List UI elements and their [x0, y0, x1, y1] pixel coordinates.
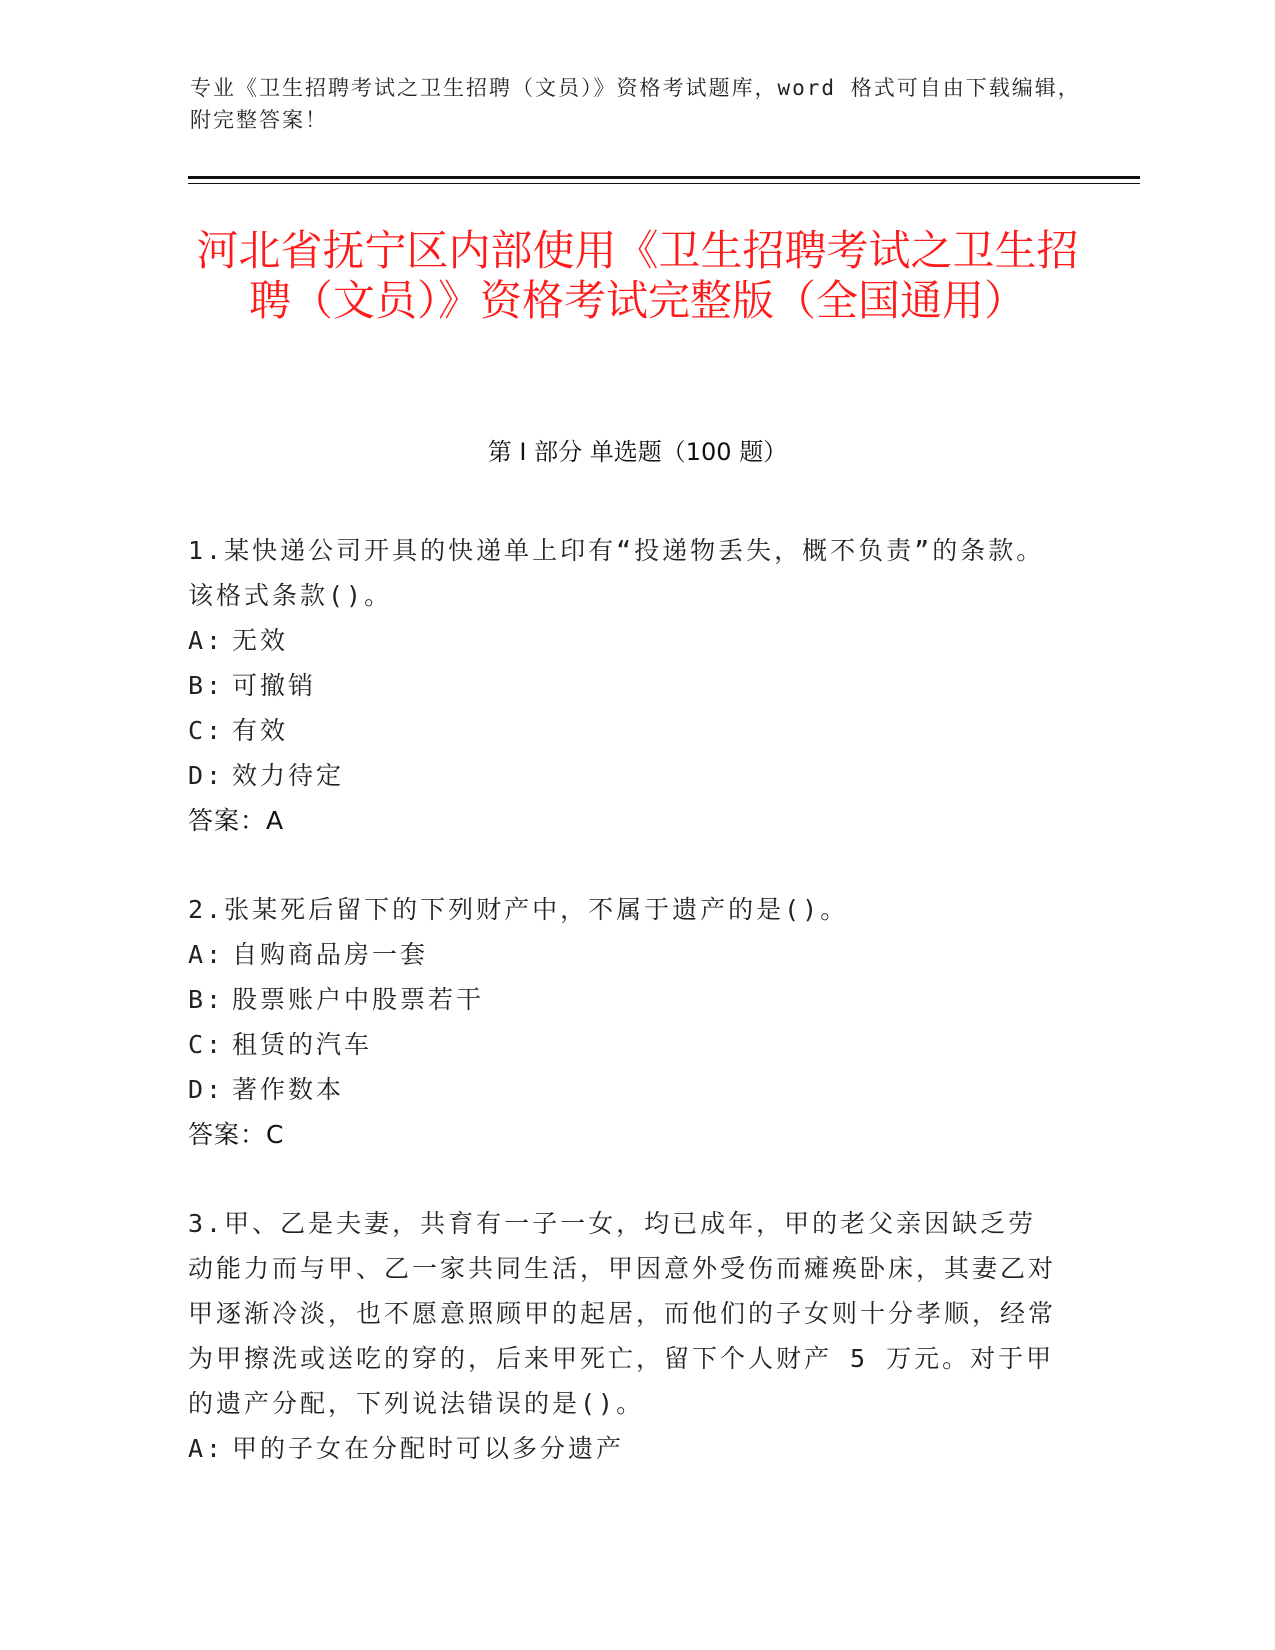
option-text: 甲的子女在分配时可以多分遗产	[232, 1434, 625, 1463]
option-text: 效力待定	[232, 761, 345, 790]
option-a	[188, 1426, 1058, 1471]
option-key: B:	[188, 985, 225, 1014]
section-title: 第 I 部分 单选题（100 题）	[487, 438, 788, 466]
question-stem: 2.张某死后留下的下列财产中，不属于遗产的是()。	[188, 895, 849, 924]
answer: 答案：C	[188, 1120, 285, 1149]
option-key: D:	[188, 761, 225, 790]
question-list	[188, 528, 1058, 1515]
option-text: 租赁的汽车	[232, 1030, 373, 1059]
answer: 答案：A	[188, 806, 285, 835]
header-divider-thick	[188, 176, 1140, 179]
option-b	[188, 977, 1058, 1022]
document-title: 河北省抚宁区内部使用《卫生招聘考试之卫生招聘（文员）》资格考试完整版（全国通用）	[196, 226, 1079, 325]
option-key: A:	[188, 1434, 225, 1463]
option-d	[188, 1067, 1058, 1112]
option-text: 著作数本	[232, 1075, 345, 1104]
option-c	[188, 708, 1058, 753]
option-key: C:	[188, 1030, 225, 1059]
question-stem: 1.某快递公司开具的快递单上印有“投递物丢失，概不负责”的条款。该格式条款()。	[188, 536, 1045, 610]
option-key: B:	[188, 671, 225, 700]
option-key: A:	[188, 940, 225, 969]
option-a	[188, 618, 1058, 663]
header-divider-thin	[188, 183, 1140, 184]
option-b	[188, 663, 1058, 708]
option-a	[188, 932, 1058, 977]
option-key: D:	[188, 1075, 225, 1104]
option-c	[188, 1022, 1058, 1067]
option-text: 可撤销	[232, 671, 317, 700]
option-key: A:	[188, 626, 225, 655]
option-text: 自购商品房一套	[232, 940, 429, 969]
option-key: C:	[188, 716, 225, 745]
option-text: 股票账户中股票若干	[232, 985, 485, 1014]
question-stem: 3.甲、乙是夫妻，共育有一子一女，均已成年，甲的老父亲因缺乏劳动能力而与甲、乙一家共同生活，甲因意外受伤而瘫痪卧床，其妻乙对甲逐渐冷淡，也不愿意照顾甲的起居，而他们的子女则十分孝顺，经常为甲擦洗或送吃的穿的，后来甲死亡，留下个人财产 5 万元。对于甲的遗产分配，下列说法错误的是()。	[188, 1209, 1057, 1418]
option-text: 有效	[232, 716, 289, 745]
question-1	[188, 528, 1058, 843]
option-text: 无效	[232, 626, 289, 655]
question-2	[188, 887, 1058, 1157]
question-3	[188, 1201, 1058, 1471]
header-note: 专业《卫生招聘考试之卫生招聘（文员）》资格考试题库，word 格式可自由下载编辑，附完整答案！	[190, 76, 1081, 132]
option-d	[188, 753, 1058, 798]
